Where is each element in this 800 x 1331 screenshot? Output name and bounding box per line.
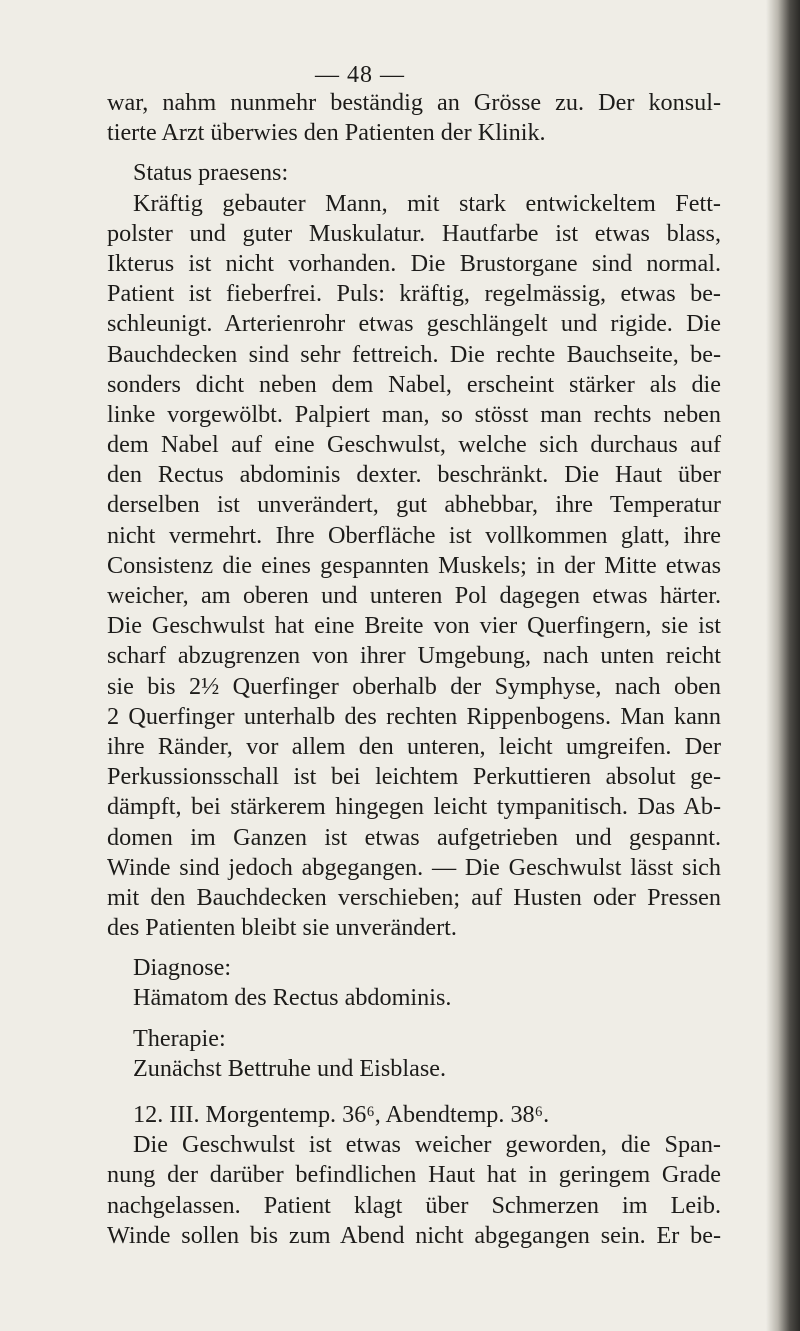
text-line: tierte Arzt überwies den Patienten der Klinik. — [107, 119, 546, 147]
therapy-text: Zunächst Bettruhe und Eisblase. — [133, 1054, 447, 1082]
text-line: nicht vermehrt. Ihre Oberfläche ist vollkommen glatt, ihre — [107, 521, 721, 549]
text-line: sonders dicht neben dem Nabel, erscheint stärker als die — [107, 370, 721, 398]
therapy-heading: Therapie: — [133, 1024, 226, 1052]
text-line: Die Geschwulst ist etwas weicher geworden, die Span- — [133, 1131, 721, 1159]
text-line: Bauchdecken sind sehr fettreich. Die rechte Bauchseite, be- — [107, 340, 721, 368]
text-line: ihre Ränder, vor allem den unteren, leicht umgreifen. Der — [107, 732, 721, 760]
text-line: Winde sind jedoch abgegangen. — Die Geschwulst lässt sich — [107, 853, 721, 881]
page-number: — 48 — — [315, 62, 405, 88]
text-line: weicher, am oberen und unteren Pol dagegen etwas härter. — [107, 582, 721, 609]
text-line: nung der darüber befindlichen Haut hat in geringem Grade — [107, 1161, 721, 1189]
text-line: linke vorgewölbt. Palpiert man, so stösst man rechts neben — [107, 400, 721, 428]
diagnosis-text: Hämatom des Rectus abdominis. — [133, 984, 452, 1012]
text-line: 2 Querfinger unterhalb des rechten Rippenbogens. Man kann — [107, 702, 721, 730]
text-line: nachgelassen. Patient klagt über Schmerzen im Leib. — [107, 1191, 721, 1219]
text-line: Consistenz die eines gespannten Muskels; in der Mitte etwas — [107, 551, 721, 579]
status-heading: Status praesens: — [133, 159, 289, 187]
text-line: Die Geschwulst hat eine Breite von vier Querfingern, sie ist — [107, 612, 721, 640]
text-line: dämpft, bei stärkerem hingegen leicht tympanitisch. Das Ab- — [107, 793, 721, 821]
text-line: Perkussionsschall ist bei leichtem Perkuttieren absolut ge- — [107, 763, 721, 791]
text-line: Kräftig gebauter Mann, mit stark entwickeltem Fett- — [133, 189, 721, 217]
text-line: Ikterus ist nicht vorhanden. Die Brustorgane sind normal. — [107, 249, 721, 277]
text-line: scharf abzugrenzen von ihrer Umgebung, nach unten reicht — [107, 642, 721, 670]
text-line: derselben ist unverändert, gut abhebbar, ihre Temperatur — [107, 491, 721, 519]
text-line: sie bis 2½ Querfinger oberhalb der Symphyse, nach oben — [107, 672, 721, 700]
text-line: polster und guter Muskulatur. Hautfarbe ist etwas blass, — [107, 219, 721, 247]
text-line: den Rectus abdominis dexter. beschränkt. Die Haut über — [107, 461, 721, 489]
text-line: war, nahm nunmehr beständig an Grösse zu. Der konsul- — [107, 89, 721, 116]
text-line: schleunigt. Arterienrohr etwas geschlängelt und rigide. Die — [107, 310, 721, 338]
entry-date-line: 12. III. Morgentemp. 36⁶, Abendtemp. 38⁶. — [133, 1101, 550, 1128]
body-text — [107, 88, 721, 1251]
text-line: dem Nabel auf eine Geschwulst, welche sich durchaus auf — [107, 431, 721, 459]
text-line: domen im Ganzen ist etwas aufgetrieben und gespannt. — [107, 823, 721, 851]
diagnosis-heading: Diagnose: — [133, 954, 232, 982]
page-binding-shadow — [766, 0, 800, 1331]
text-line: des Patienten bleibt sie unverändert. — [107, 914, 457, 942]
text-line: Patient ist fieberfrei. Puls: kräftig, regelmässig, etwas be- — [107, 280, 721, 308]
text-line: Winde sollen bis zum Abend nicht abgegangen sein. Er be- — [107, 1221, 721, 1249]
text-line: mit den Bauchdecken verschieben; auf Husten oder Pressen — [107, 883, 721, 911]
